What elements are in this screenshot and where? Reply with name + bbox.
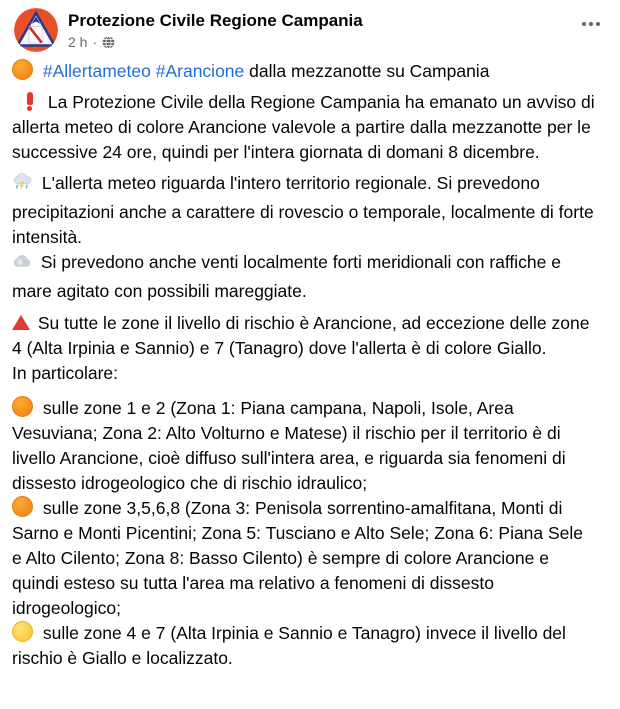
dot-icon: [589, 22, 593, 26]
dot-icon: [596, 22, 600, 26]
paragraph-avviso-text: La Protezione Civile della Regione Campania ha emanato un avviso di allerta meteo di colore Arancione valevole a partire dalla mezzanotte per le successive 24 ore, quindi per l'intera giornata di domani 8 dicembre.: [12, 92, 595, 162]
paragraph-zone12-text: sulle zone 1 e 2 (Zona 1: Piana campana, Napoli, Isole, Area Vesuviana; Zona 2: Alto Volturno e Matese) il rischio per il territorio è di livello Arancione, cioè diffuso sull'intera area, e riguarda sia fenomeni di dissesto idrogeologico che di rischio idraulico;: [12, 398, 566, 493]
paragraph-intro: [12, 361, 596, 386]
block-meteo: [12, 171, 596, 304]
red-exclamation-icon: [26, 92, 34, 112]
hashtag-arancione-link[interactable]: #Arancione: [155, 61, 245, 81]
paragraph-intro-text: In particolare:: [12, 363, 119, 383]
hashtag-allertameteo-link[interactable]: #Allertameteo: [42, 61, 151, 81]
paragraph-vento-text: Si prevedono anche venti localmente forti meridionali con raffiche e mare agitato con possibili mareggiate.: [12, 252, 561, 301]
paragraph-zone47: [12, 621, 596, 671]
paragraph-pioggia-text: L'allerta meteo riguarda l'intero territorio regionale. Si prevedono precipitazioni anche a carattere di rovescio o temporale, localmente di forte intensità.: [12, 173, 594, 247]
post-header: [0, 0, 620, 56]
page-avatar[interactable]: [14, 8, 58, 52]
paragraph-avviso: [12, 90, 596, 165]
red-triangle-icon: [12, 315, 30, 330]
paragraph-zone12: [12, 396, 596, 496]
paragraph-vento: [12, 250, 596, 304]
storm-cloud-icon: [12, 172, 33, 200]
dot-icon: [582, 22, 586, 26]
post-body: [0, 56, 620, 671]
protezione-civile-logo-icon: [14, 8, 58, 52]
yellow-circle-icon: [12, 621, 33, 642]
header-text: [68, 8, 363, 51]
paragraph-zone: [12, 311, 596, 361]
page-name-link[interactable]: Protezione Civile Regione Campania: [68, 11, 363, 30]
block-dettaglio-zone: [12, 396, 596, 671]
more-options-button[interactable]: [580, 16, 602, 32]
orange-circle-icon: [12, 396, 33, 417]
paragraph-zone3568: [12, 496, 596, 621]
paragraph-zone47-text: sulle zone 4 e 7 (Alta Irpinia e Sannio e Tanagro) invece il livello del rischio è Giallo e localizzato.: [12, 623, 566, 668]
line1-text: dalla mezzanotte su Campania: [249, 61, 490, 81]
wind-cloud-icon: [12, 252, 32, 279]
post-line-hashtags: [12, 59, 596, 84]
paragraph-zone3568-text: sulle zone 3,5,6,8 (Zona 3: Penisola sorrentino-amalfitana, Monti di Sarno e Monti Picentini; Zona 5: Tusciano e Alto Sele; Zona 6: Piana Sele e Alto Cilento; Zona 8: Basso Cilento) è sempre di colore Arancione e quindi esteso su tutta l'area ma relativo a fenomeni di dissesto idrogeologico;: [12, 498, 584, 618]
meta-separator: ·: [92, 34, 98, 50]
globe-privacy-icon: [102, 36, 115, 49]
orange-circle-icon: [12, 496, 33, 517]
paragraph-zone-text: Su tutte le zone il livello di rischio è Arancione, ad eccezione delle zone 4 (Alta Irpinia e Sannio) e 7 (Tanagro) dove l'allerta è di colore Giallo.: [12, 313, 590, 358]
timestamp-link[interactable]: 2 h: [68, 34, 88, 50]
block-zone: [12, 311, 596, 386]
post-meta: [68, 33, 363, 51]
paragraph-pioggia: [12, 171, 596, 250]
orange-circle-icon: [12, 59, 33, 80]
